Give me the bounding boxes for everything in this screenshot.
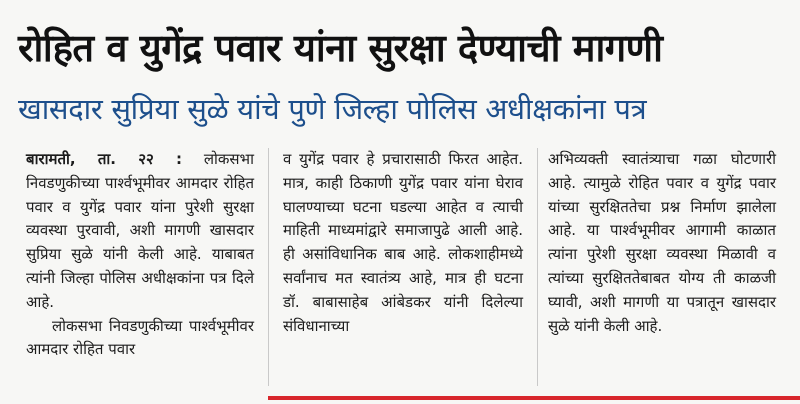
paragraph	[26, 315, 254, 363]
article-column-2	[283, 148, 523, 338]
column-divider	[268, 148, 269, 386]
paragraph-text: व युगेंद्र पवार हे प्रचारासाठी फिरत आहेत. मात्र, काही ठिकाणी युगेंद्र पवार यांना घेराव घालण्याच्या घटना घडल्या आहेत व त्याची माहिती माध्यमांद्वारे समाजापुढे आली आहे. ही असांविधानिक बाब आहे. लोकशाहीमध्ये सर्वांनाच मत स्वातंत्र्य आहे, मात्र ही घटना डॉ. बाबासाहेब आंबेडकर यांनी दिलेल्या संविधानाच्या	[283, 150, 523, 335]
paragraph-text: लोकसभा निवडणुकीच्या पार्श्वभूमीवर आमदार रोहित पवार	[26, 316, 254, 359]
dateline: बारामती, ता. २२ :	[26, 150, 183, 168]
article-column-1	[26, 148, 254, 362]
article-column-3	[548, 148, 776, 338]
paragraph-text: अभिव्यक्ती स्वातंत्र्याचा गळा घोटणारी आहे. त्यामुळे रोहित पवार व युगेंद्र पवार यांच्या सुरक्षिततेचा प्रश्न निर्माण झालेला आहे. या पार्श्वभूमीवर आगामी काळात त्यांना पुरेशी सुरक्षा व्यवस्था मिळावी व त्यांच्या सुरक्षिततेबाबत योग्य ती काळजी घ्यावी, अशी मागणी या पत्रातून खासदार सुळे यांनी केली आहे.	[548, 150, 776, 335]
headline: रोहित व युगेंद्र पवार यांना सुरक्षा देण्याची मागणी	[18, 26, 663, 70]
subheadline: खासदार सुप्रिया सुळे यांचे पुणे जिल्हा पोलिस अधीक्षकांना पत्र	[18, 92, 647, 126]
accent-bar	[268, 396, 800, 400]
column-divider	[537, 148, 538, 386]
paragraph	[26, 148, 254, 315]
paragraph-text: लोकसभा निवडणुकीच्या पार्श्वभूमीवर आमदार रोहित पवार व युगेंद्र पवार यांना पुरेशी सुरक्षा व्यवस्था पुरवावी, अशी मागणी खासदार सुप्रिया सुळे यांनी केली आहे. याबाबत त्यांनी जिल्हा पोलिस अधीक्षकांना पत्र दिले आहे.	[26, 150, 254, 311]
